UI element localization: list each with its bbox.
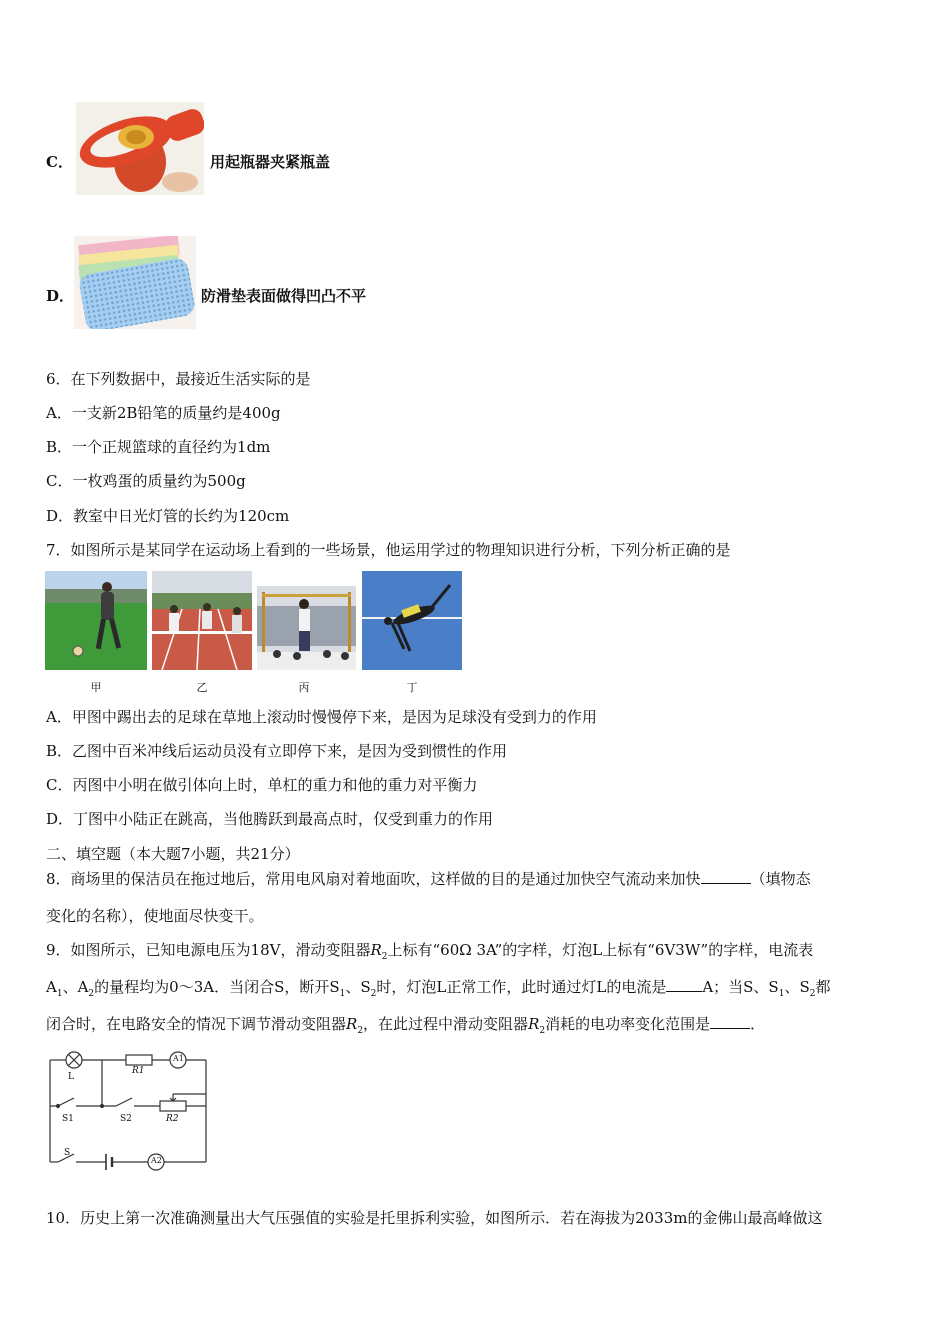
q9-l2-e: 时，灯泡L正常工作，此时通过灯L的电流是 xyxy=(376,978,667,996)
q8-line1-a: 8．商场里的保洁员在拖过地后，常用电风扇对着地面吹，这样做的目的是通过加快空气流动来加快 xyxy=(46,870,701,888)
q7-option-a: A．甲图中踢出去的足球在草地上滚动时慢慢停下来，是因为足球没有受到力的作用 xyxy=(46,708,597,726)
q9-l3-c: 消耗的电功率变化范围是 xyxy=(545,1015,711,1033)
photo-jia-soccer xyxy=(45,571,147,670)
photo-ding-highjump xyxy=(362,571,462,670)
sub-2: 2 xyxy=(370,989,377,999)
q9-l2-c: 的量程均为0～3A．当闭合S，断开S xyxy=(94,978,340,996)
q9-l3-b: ，在此过程中滑动变阻器 xyxy=(363,1015,529,1033)
caption-jia: 甲 xyxy=(90,681,102,694)
q9-l2-b: 、A xyxy=(62,978,89,996)
q6-option-a: A．一支新2B铅笔的质量约是400g xyxy=(46,404,281,422)
sub-2: 2 xyxy=(809,989,816,999)
q6-option-b: B．一个正规篮球的直径约为1dm xyxy=(46,438,271,456)
q9-l3-a: 闭合时，在电路安全的情况下调节滑动变阻器 xyxy=(46,1015,347,1033)
q7-option-b: B．乙图中百米冲线后运动员没有立即停下来，是因为受到惯性的作用 xyxy=(46,742,508,760)
sub-2: 2 xyxy=(381,952,388,962)
q8-line2: 变化的名称），使地面尽快变干。 xyxy=(46,907,264,925)
sub-1: 1 xyxy=(56,989,63,999)
q10-stem: 10．历史上第一次准确测量出大气压强值的实验是托里拆利实验，如图所示．若在海拔为2033m的金佛山最高峰做这 xyxy=(46,1209,823,1227)
r2-symbol: R xyxy=(370,941,382,959)
q9-l1-b: 上标有“60Ω 3A”的字样，灯泡L上标有“6V3W”的字样，电流表 xyxy=(387,941,814,959)
section-heading: 二、填空题（本大题7小题，共21分） xyxy=(46,845,300,863)
q7-option-c: C．丙图中小明在做引体向上时，单杠的重力和他的重力对平衡力 xyxy=(46,776,478,794)
sub-1: 1 xyxy=(778,989,785,999)
r2-symbol: R xyxy=(528,1015,540,1033)
q9-line2 xyxy=(46,976,830,1005)
label-S2: S2 xyxy=(120,1114,132,1124)
r2-symbol: R xyxy=(346,1015,358,1033)
label-R2: R2 xyxy=(166,1114,179,1124)
sub-2: 2 xyxy=(357,1026,364,1036)
q9-l2-f: A；当S、S xyxy=(702,978,779,996)
q9-l1-a: 9．如图所示，已知电源电压为18V，滑动变阻器 xyxy=(46,941,371,959)
q9-l2-h: 都 xyxy=(815,978,831,996)
caption-ding: 丁 xyxy=(406,681,418,694)
q9-power-range-blank[interactable] xyxy=(710,1014,750,1029)
circuit-diagram xyxy=(44,1048,214,1176)
sub-2: 2 xyxy=(88,989,95,999)
caption-yi: 乙 xyxy=(196,681,208,694)
q8-line1 xyxy=(46,868,811,890)
q8-answer-blank[interactable] xyxy=(701,869,751,884)
q9-l2-a: A xyxy=(46,978,57,996)
sub-2: 2 xyxy=(539,1026,546,1036)
option-d-text: 防滑垫表面做得凹凸不平 xyxy=(201,287,367,305)
q9-l2-g: 、S xyxy=(784,978,810,996)
anti-slip-mat-image xyxy=(74,236,196,329)
label-A2: A2 xyxy=(151,1156,162,1165)
label-A1: A1 xyxy=(173,1054,184,1063)
q9-current-blank[interactable] xyxy=(666,977,702,992)
option-d-letter: D． xyxy=(46,287,75,305)
q6-option-d: D．教室中日光灯管的长约为120cm xyxy=(46,507,290,525)
q6-stem: 6．在下列数据中，最接近生活实际的是 xyxy=(46,370,311,388)
q8-line1-b: （填物态 xyxy=(750,870,811,888)
photo-yi-sprint xyxy=(152,571,252,670)
label-S: S xyxy=(64,1148,71,1158)
sub-1: 1 xyxy=(339,989,346,999)
q9-l2-d: 、S xyxy=(345,978,371,996)
q9-line1 xyxy=(46,939,813,968)
q7-stem: 7．如图所示是某同学在运动场上看到的一些场景，他运用学过的物理知识进行分析，下列分析正确的是 xyxy=(46,541,731,559)
option-c-letter: C． xyxy=(46,153,73,171)
caption-bing: 丙 xyxy=(298,681,310,694)
bottle-opener-image xyxy=(76,102,204,195)
q9-line3 xyxy=(46,1013,765,1042)
label-R1: R1 xyxy=(132,1066,145,1076)
photo-bing-pullup xyxy=(257,586,356,670)
option-c-text: 用起瓶器夹紧瓶盖 xyxy=(210,153,331,171)
q9-l3-d: ． xyxy=(750,1015,766,1033)
label-S1: S1 xyxy=(62,1114,74,1124)
q7-option-d: D．丁图中小陆正在跳高，当他腾跃到最高点时，仅受到重力的作用 xyxy=(46,810,494,828)
label-L: L xyxy=(68,1072,74,1082)
q6-option-c: C．一枚鸡蛋的质量约为500g xyxy=(46,472,246,490)
